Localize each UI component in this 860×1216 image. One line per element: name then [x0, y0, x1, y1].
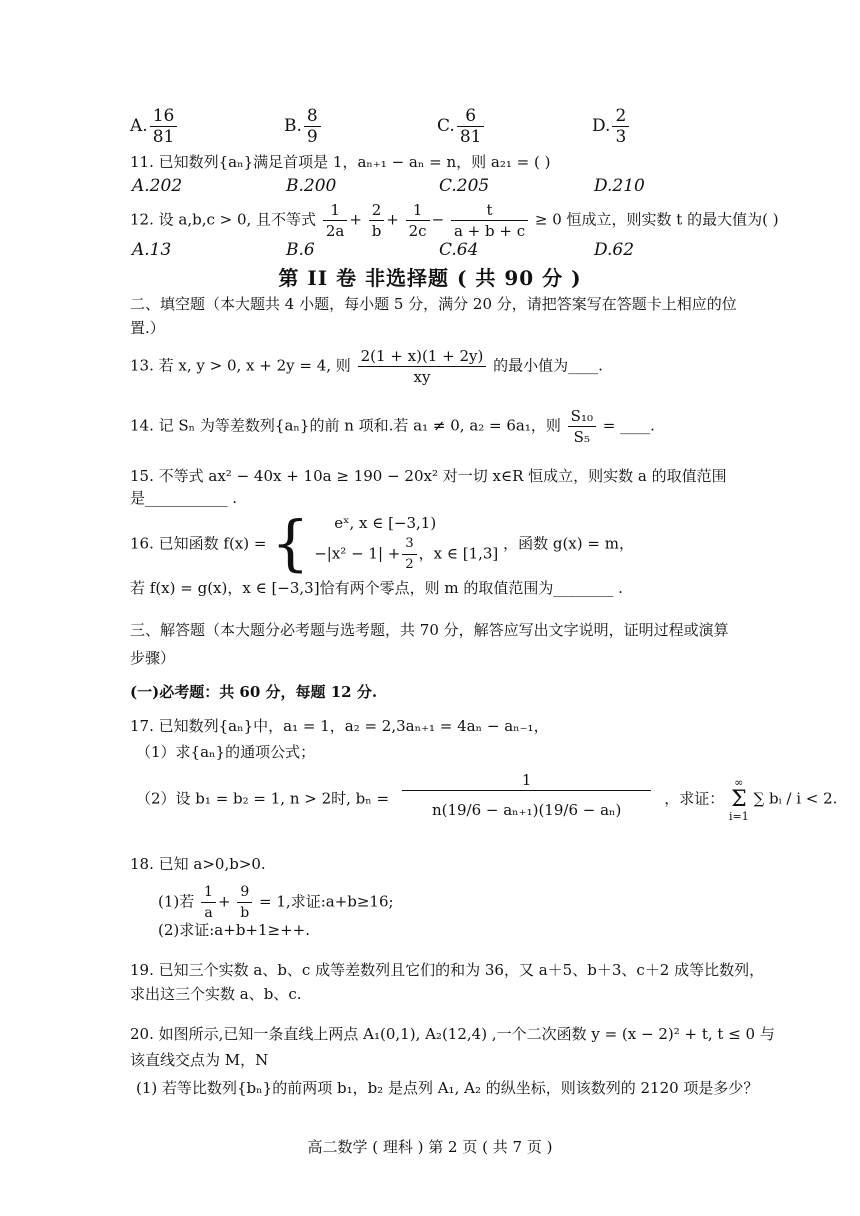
q15-line2: 是___________ .: [130, 489, 238, 507]
q12-stem: 12. 设 a,b,c > 0, 且不等式 $\frac{1}{2a}$ + $\frac{2}{b}$ + $\frac{1}{2c}$ − $\frac{t}{a + b + c}$ ≥ 0 恒成立，则实数 t 的最大值为( ): [130, 201, 779, 240]
required-title: (一)必考题：共 60 分，每题 12 分.: [130, 683, 378, 701]
q15-line1: 15. 不等式 ax² − 40x + 10a ≥ 190 − 20x² 对一切 x∈R 恒成立，则实数 a 的取值范围: [130, 467, 727, 485]
q18-stem: 18. 已知 a>0,b>0.: [130, 855, 266, 873]
q17-stem: 17. 已知数列{aₙ}中，a₁ = 1，a₂ = 2,3aₙ₊₁ = 4aₙ − aₙ₋₁，: [130, 717, 549, 735]
fill-in-header-cont: 置.）: [130, 319, 165, 337]
q10-option-a: A. $\frac{16}{81}$: [130, 106, 179, 147]
solve-header: 三、解答题（本大题分必考题与选考题，共 70 分，解答应写出文字说明，证明过程或演算: [130, 621, 729, 639]
q11-option-c: C.205: [439, 176, 490, 196]
q19-line1: 19. 已知三个实数 a、b、c 成等差数列且它们的和为 36，又 a＋5、b＋3、c＋2 成等比数列，: [130, 961, 765, 979]
q12-option-b: B.6: [286, 240, 315, 260]
q11-option-a: A.202: [132, 176, 183, 196]
solve-header-cont: 步骤）: [130, 649, 176, 667]
q17-part2: （2）设 b₁ = b₂ = 1, n > 2时, bₙ = $\frac{1}{\text{n(19/6 − aₙ₊₁)(19/6 − aₙ)}}$ ，求证： ∞ Σ i=1 ∑ bᵢ / i < 2.: [136, 771, 838, 823]
q10-option-c: C. $\frac{6}{81}$: [437, 106, 486, 147]
q13: 13. 若 x, y > 0, x + 2y = 4, 则 $\frac{2(1 + x)(1 + 2y)}{xy}$ 的最小值为____.: [130, 347, 603, 386]
q20-line2: 该直线交点为 M，N: [130, 1051, 269, 1069]
piecewise-brace: {: [271, 508, 310, 579]
q12-option-d: D.62: [594, 240, 635, 260]
q10-option-b: B. $\frac{8}{9}$: [284, 106, 323, 147]
q17-part1: （1）求{aₙ}的通项公式；: [136, 743, 316, 761]
q11-stem: 11. 已知数列{aₙ}满足首项是 1，aₙ₊₁ − aₙ = n，则 a₂₁ = ( ): [130, 153, 551, 171]
q14: 14. 记 Sₙ 为等差数列{aₙ}的前 n 项和.若 a₁ ≠ 0, a₂ = 6a₁，则 $\frac{\text{S₁₀}}{\text{S₅}}$ = ____.: [130, 407, 655, 446]
q20-line1: 20. 如图所示,已知一条直线上两点 A₁(0,1), A₂(12,4) ,一个二次函数 y = (x − 2)² + t, t ≤ 0 与: [130, 1025, 775, 1043]
page-footer: 高二数学 ( 理科 ) 第 2 页 ( 共 7 页 ): [307, 1138, 553, 1156]
q12-option-c: C.64: [439, 240, 479, 260]
fill-in-header: 二、填空题（本大题共 4 小题，每小题 5 分，满分 20 分，请把答案写在答题卡上相应的位: [130, 295, 737, 313]
q19-line2: 求出这三个实数 a、b、c.: [130, 985, 302, 1003]
q16: 16. 已知函数 f(x) = { eˣ, x ∈ [−3,1) −|x² − 1| + $\frac{3}{2}$ ，x ∈ [1,3] ，函数 g(x) = m，: [130, 508, 634, 579]
part2-title: 第 II 卷 非选择题 ( 共 90 分 ): [278, 266, 582, 290]
q11-option-d: D.210: [594, 176, 645, 196]
q10-option-d: D. $\frac{2}{3}$: [592, 106, 631, 147]
q20-part1: (1) 若等比数列{bₙ}的前两项 b₁，b₂ 是点列 A₁, A₂ 的纵坐标，则该数列的 2120 项是多少？: [136, 1079, 759, 1097]
q12-option-a: A.13: [132, 240, 172, 260]
q18-part2: (2)求证:a+b+1≥++.: [158, 921, 310, 939]
q16-line2: 若 f(x) = g(x)，x ∈ [−3,3]恰有两个零点，则 m 的取值范围为________ .: [130, 579, 623, 597]
q18-part1: (1)若 $\frac{1}{a}$ + $\frac{9}{b}$ = 1,求证:a+b≥16;: [158, 884, 394, 921]
q11-option-b: B.200: [286, 176, 337, 196]
